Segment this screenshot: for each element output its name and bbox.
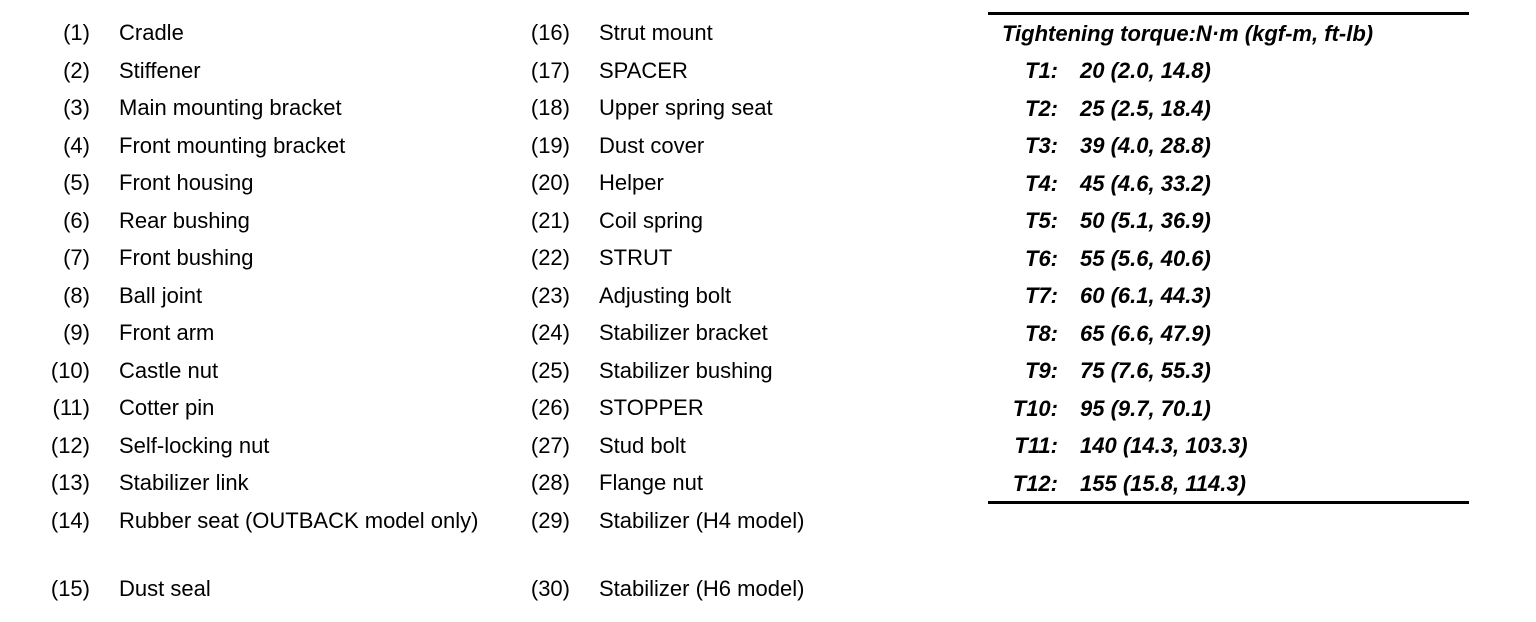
part-row	[0, 427, 500, 465]
torque-value: 155 (15.8, 114.3)	[1080, 470, 1246, 496]
part-name: Coil spring	[599, 207, 703, 233]
part-number: (4)	[63, 132, 90, 158]
part-name: Dust cover	[599, 132, 705, 158]
part-number: (6)	[63, 207, 90, 233]
part-number: (22)	[530, 245, 570, 270]
part-row	[0, 502, 500, 570]
part-name: Helper	[599, 170, 664, 195]
part-number: (14)	[50, 507, 90, 533]
part-number: (29)	[530, 507, 570, 533]
part-name: Front bushing	[119, 245, 254, 270]
part-name: Rubber seat (OUTBACK model only)	[119, 507, 479, 533]
torque-row	[988, 277, 1469, 315]
part-name: Main mounting bracket	[119, 95, 342, 120]
torque-table	[988, 12, 1469, 504]
part-row	[500, 464, 970, 502]
part-name: Stiffener	[119, 57, 201, 83]
part-row	[500, 127, 970, 165]
torque-row	[988, 52, 1469, 90]
part-number: (13)	[50, 470, 90, 495]
torque-value: 39 (4.0, 28.8)	[1080, 133, 1211, 158]
torque-label: T9:	[1025, 358, 1058, 383]
part-row	[0, 52, 500, 90]
parts-list-middle	[500, 14, 970, 607]
part-row	[0, 202, 500, 240]
torque-row	[988, 202, 1469, 240]
part-row	[500, 239, 970, 277]
part-name: Front housing	[119, 170, 254, 195]
part-number: (10)	[50, 357, 90, 383]
part-name: Cotter pin	[119, 395, 215, 420]
part-row	[500, 52, 970, 90]
torque-value: 140 (14.3, 103.3)	[1080, 433, 1248, 458]
torque-label: T12:	[1012, 470, 1058, 496]
part-name: Front mounting bracket	[119, 132, 346, 158]
part-row	[500, 502, 970, 570]
part-number: (25)	[530, 357, 570, 383]
torque-value: 55 (5.6, 40.6)	[1080, 245, 1211, 271]
torque-value: 25 (2.5, 18.4)	[1080, 95, 1211, 121]
part-row	[0, 127, 500, 165]
part-name: Stud bolt	[599, 432, 686, 458]
part-row	[500, 314, 970, 352]
part-row	[500, 164, 970, 202]
torque-row	[988, 127, 1469, 165]
part-row	[500, 14, 970, 52]
part-name: Dust seal	[119, 575, 211, 601]
part-number: (7)	[63, 245, 90, 270]
torque-row	[988, 240, 1469, 278]
torque-value: 75 (7.6, 55.3)	[1080, 358, 1211, 383]
torque-label: T8:	[1025, 320, 1058, 346]
torque-row	[988, 465, 1469, 501]
part-row	[0, 239, 500, 277]
part-name: Strut mount	[599, 20, 713, 45]
torque-row	[988, 390, 1469, 428]
torque-value: 50 (5.1, 36.9)	[1080, 208, 1211, 233]
part-name: Upper spring seat	[599, 95, 773, 120]
part-name: STOPPER	[599, 395, 704, 420]
part-number: (2)	[63, 57, 90, 83]
part-row	[0, 389, 500, 427]
torque-table-header: Tightening torque:N·m (kgf-m, ft-lb)	[1002, 21, 1374, 46]
part-row	[500, 277, 970, 315]
torque-value: 60 (6.1, 44.3)	[1080, 283, 1211, 308]
part-name: Self-locking nut	[119, 432, 270, 458]
torque-row	[988, 165, 1469, 203]
part-row	[500, 389, 970, 427]
parts-list-left	[0, 14, 500, 607]
torque-label: T6:	[1025, 245, 1058, 271]
part-number: (28)	[530, 470, 570, 495]
part-name: Stabilizer (H6 model)	[599, 575, 805, 601]
torque-row	[988, 427, 1469, 465]
part-number: (8)	[63, 282, 90, 308]
part-row	[0, 277, 500, 315]
torque-value: 20 (2.0, 14.8)	[1080, 58, 1211, 83]
part-number: (1)	[63, 20, 90, 45]
part-row	[0, 570, 500, 608]
torque-label: T5:	[1025, 208, 1058, 233]
part-number: (5)	[63, 170, 90, 195]
part-row	[0, 352, 500, 390]
part-row	[500, 352, 970, 390]
torque-value: 45 (4.6, 33.2)	[1080, 170, 1211, 196]
part-name: Stabilizer bracket	[599, 320, 768, 345]
part-row	[500, 427, 970, 465]
part-name: Flange nut	[599, 470, 703, 495]
part-name: STRUT	[599, 245, 673, 270]
part-number: (19)	[530, 132, 570, 158]
part-row	[0, 314, 500, 352]
part-number: (15)	[50, 575, 90, 601]
part-name: Rear bushing	[119, 207, 250, 233]
part-number: (9)	[63, 320, 90, 345]
torque-row	[988, 315, 1469, 353]
torque-row	[988, 90, 1469, 128]
torque-label: T4:	[1025, 170, 1058, 196]
torque-label: T3:	[1025, 133, 1058, 158]
part-row	[500, 202, 970, 240]
part-number: (16)	[530, 20, 570, 45]
part-name: Castle nut	[119, 357, 219, 383]
torque-label: T11:	[1014, 433, 1058, 458]
part-row	[500, 570, 970, 608]
torque-label: T10:	[1012, 395, 1058, 421]
part-row	[0, 164, 500, 202]
torque-value: 95 (9.7, 70.1)	[1080, 395, 1211, 421]
part-number: (18)	[530, 95, 570, 120]
part-row	[500, 89, 970, 127]
part-number: (30)	[530, 575, 570, 601]
part-number: (12)	[50, 432, 90, 458]
part-name: Cradle	[119, 20, 184, 45]
part-number: (11)	[52, 395, 90, 420]
torque-label: T2:	[1025, 95, 1058, 121]
part-name: Front arm	[119, 320, 215, 345]
part-number: (17)	[530, 57, 570, 83]
part-number: (3)	[63, 95, 90, 120]
part-number: (23)	[530, 282, 570, 308]
part-number: (26)	[530, 395, 570, 420]
torque-label: T1:	[1025, 58, 1058, 83]
torque-row	[988, 352, 1469, 390]
part-number: (24)	[530, 320, 570, 345]
part-row	[0, 14, 500, 52]
part-name: Stabilizer (H4 model)	[599, 507, 805, 533]
part-name: Ball joint	[119, 282, 203, 308]
part-name: SPACER	[599, 57, 688, 83]
part-name: Stabilizer link	[119, 470, 249, 495]
part-number: (20)	[530, 170, 570, 195]
part-row	[0, 89, 500, 127]
part-name: Adjusting bolt	[599, 282, 732, 308]
part-name: Stabilizer bushing	[599, 357, 773, 383]
part-number: (21)	[530, 207, 570, 233]
part-row	[0, 464, 500, 502]
torque-value: 65 (6.6, 47.9)	[1080, 320, 1211, 346]
part-number: (27)	[530, 432, 570, 458]
torque-label: T7:	[1025, 283, 1058, 308]
